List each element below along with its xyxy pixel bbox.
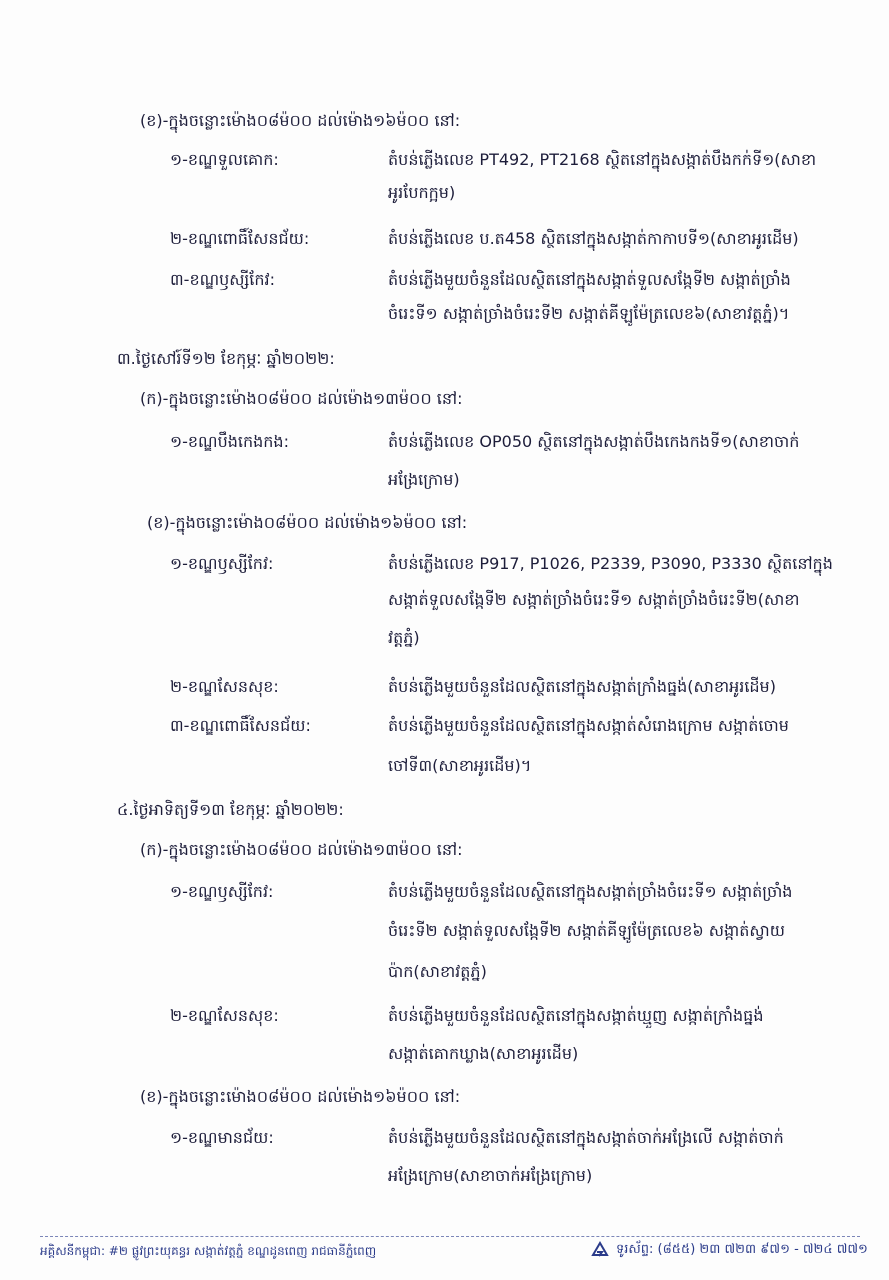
area-text: តំបន់ភ្លើងមួយចំនួនដែលស្ថិតនៅក្នុងសង្កាត់សំរោងក្រោម សង្កាត់ចោម [388,716,789,735]
time-range-heading: (ក)-ក្នុងចន្លោះម៉ោង០៨ម៉០០ ដល់ម៉ោង១៣ម៉០០ នៅ: [140,389,463,408]
area-text: អង្រែក្រោម(សាខាចាក់អង្រែក្រោម) [388,1166,593,1185]
area-text: តំបន់ភ្លើងមួយចំនួនដែលស្ថិតនៅក្នុងសង្កាត់ទួលសង្កែទី២ សង្កាត់ច្រាំង [388,270,791,289]
day-heading: ៤.ថ្ងៃអាទិត្យទី១៣ ខែកុម្ភៈ ឆ្នាំ២០២២: [117,800,344,819]
area-text: តំបន់ភ្លើងមួយចំនួនដែលស្ថិតនៅក្នុងសង្កាត់ចាក់អង្រែលើ សង្កាត់ចាក់ [388,1128,784,1147]
district-label: ៣-ខណ្ឌពោធិ៍សែនជ័យ: [170,716,311,735]
area-text: សង្កាត់ទួលសង្កែទី២ សង្កាត់ច្រាំងចំរេះទី១ សង្កាត់ច្រាំងចំរេះទី២(សាខា [388,590,800,609]
area-text: ចំរេះទី២ សង្កាត់ទួលសង្កែទី២ សង្កាត់គីឡូម៉ែត្រលេខ៦ សង្កាត់ស្វាយ [388,921,785,940]
footer-divider [40,1236,860,1237]
time-range-heading: (ខ)-ក្នុងចន្លោះម៉ោង០៨ម៉០០ ដល់ម៉ោង១៦ម៉០០ នៅ: [140,111,461,130]
area-text: អូរបែកក្អម) [388,183,456,202]
area-text: អង្រែក្រោម) [388,470,460,489]
district-label: ២-ខណ្ឌពោធិ៍សែនជ័យ: [170,229,310,248]
area-text: តំបន់ភ្លើងលេខ P917, P1026, P2339, P3090, P3330 ស្ថិតនៅក្នុង [388,554,833,573]
area-text: ចំរេះទី១ សង្កាត់ច្រាំងចំរេះទី២ សង្កាត់គីឡូម៉ែត្រលេខ៦(សាខាវត្តភ្នំ)។ [388,304,790,323]
district-label: ១-ខណ្ឌមានជ័យ: [170,1128,274,1147]
area-text: វត្តភ្នំ) [388,628,420,647]
district-label: ៣-ខណ្ឌឫស្សីកែវ: [170,270,275,289]
district-label: ១-ខណ្ឌឫស្សីកែវ: [170,882,274,901]
district-label: ១-ខណ្ឌឫស្សីកែវ: [170,554,274,573]
area-text: សង្កាត់គោកឃ្លាង(សាខាអូរដើម) [388,1044,579,1063]
area-text: តំបន់ភ្លើងមួយចំនួនដែលស្ថិតនៅក្នុងសង្កាត់ឃ្មួញ សង្កាត់ក្រាំងធ្នង់ [388,1006,764,1025]
footer-contact [590,1240,868,1260]
area-text: តំបន់ភ្លើងលេខ ប.ត458 ស្ថិតនៅក្នុងសង្កាត់កាកាបទី១(សាខាអូរដើម) [388,229,799,248]
district-label: ១-ខណ្ឌបឹងកេងកង: [170,432,289,451]
area-text: ប៉ាក(សាខាវត្តភ្នំ) [388,962,487,981]
time-range-heading: (ក)-ក្នុងចន្លោះម៉ោង០៨ម៉០០ ដល់ម៉ោង១៣ម៉០០ នៅ: [140,840,463,859]
ede-logo-icon [590,1240,610,1260]
district-label: ២-ខណ្ឌសែនសុខ: [170,1006,279,1025]
district-label: ១-ខណ្ឌទួលគោក: [170,150,279,169]
district-label: ២-ខណ្ឌសែនសុខ: [170,677,279,696]
area-text: តំបន់ភ្លើងមួយចំនួនដែលស្ថិតនៅក្នុងសង្កាត់ក្រាំងធ្នង់(សាខាអូរដើម) [388,677,776,696]
time-range-heading: (ខ)-ក្នុងចន្លោះម៉ោង០៨ម៉០០ ដល់ម៉ោង១៦ម៉០០ នៅ: [147,513,468,532]
area-text: តំបន់ភ្លើងមួយចំនួនដែលស្ថិតនៅក្នុងសង្កាត់ច្រាំងចំរេះទី១ សង្កាត់ច្រាំង [388,882,793,901]
day-heading: ៣.ថ្ងៃសៅរ៍ទី១២ ខែកុម្ភៈ ឆ្នាំ២០២២: [117,349,335,368]
area-text: ចៅទី៣(សាខាអូរដើម)។ [388,756,532,775]
time-range-heading: (ខ)-ក្នុងចន្លោះម៉ោង០៨ម៉០០ ដល់ម៉ោង១៦ម៉០០ នៅ: [140,1087,461,1106]
area-text: តំបន់ភ្លើងលេខ OP050 ស្ថិតនៅក្នុងសង្កាត់បឹងកេងកងទី១(សាខាចាក់ [388,432,800,451]
area-text: តំបន់ភ្លើងលេខ PT492, PT2168 ស្ថិតនៅក្នុងសង្កាត់បឹងកក់ទី១(សាខា [388,150,817,169]
footer-phone: ទូរស័ព្ទ: (៨៥៥) ២៣ ៧២៣ ៩៧១ - ៧២៤ ៧៧១ [616,1241,868,1257]
footer-address: អគ្គិសនីកម្ពុជា: #២ ផ្លូវព្រះយុគន្ធរ សង្កាត់វត្តភ្នំ ខណ្ឌដូនពេញ រាជធានីភ្នំពេញ [40,1244,377,1258]
